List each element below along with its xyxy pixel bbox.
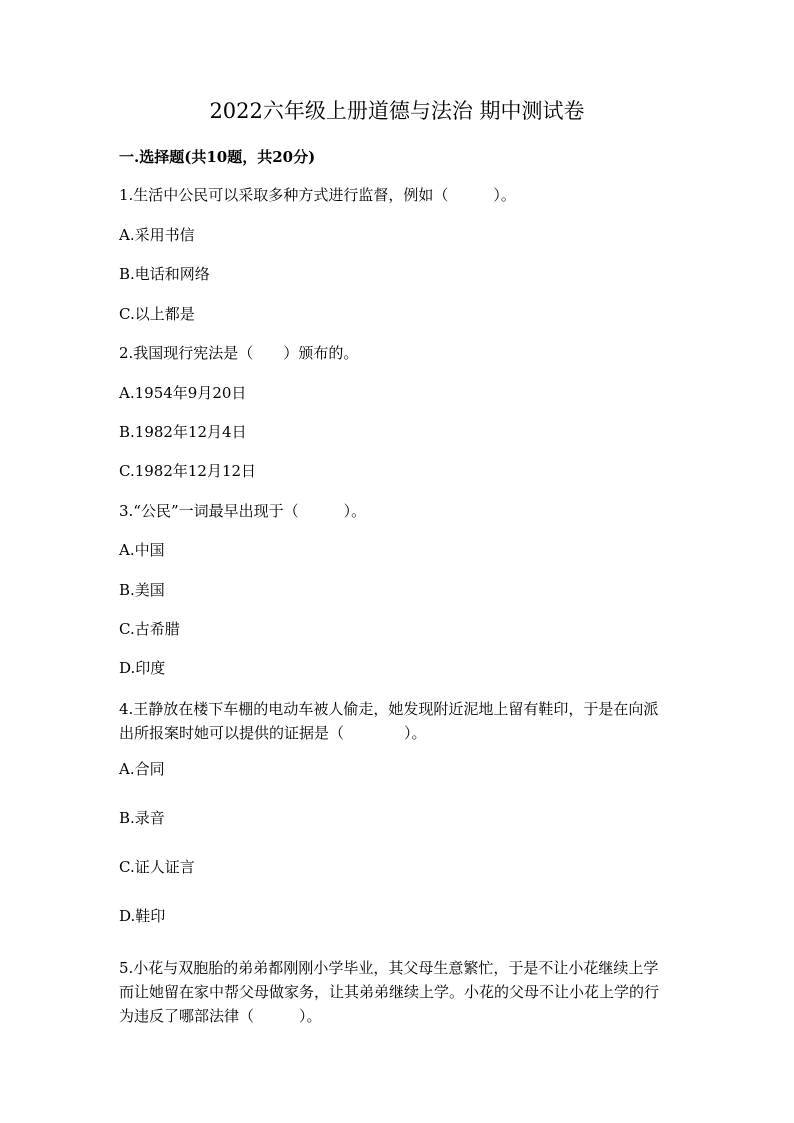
question-1-option-c: C.以上都是 xyxy=(119,305,195,323)
question-3-option-a: A.中国 xyxy=(119,541,165,559)
exam-title: 2022六年级上册道德与法治 期中测试卷 xyxy=(209,99,585,123)
question-4-option-a: A.合同 xyxy=(119,760,165,778)
question-3-option-b: B.美国 xyxy=(119,581,165,599)
question-3-option-d: D.印度 xyxy=(119,659,166,677)
question-3-option-c: C.古希腊 xyxy=(119,620,180,638)
question-1-stem: 1.生活中公民可以采取多种方式进行监督，例如（ ）。 xyxy=(119,186,516,204)
question-1-option-a: A.采用书信 xyxy=(119,226,195,244)
question-2-option-c: C.1982年12月12日 xyxy=(119,462,257,480)
question-2-stem: 2.我国现行宪法是（ ）颁布的。 xyxy=(119,344,359,362)
question-5-stem: 5.小花与双胞胎的弟弟都刚刚小学毕业，其父母生意繁忙，于是不让小花继续上学而让她留在家中帮父母做家务，让其弟弟继续上学。小花的父母不让小花上学的行为违反了哪部法律（ ）。 xyxy=(119,959,660,1025)
question-2-option-a: A.1954年9月20日 xyxy=(119,384,247,402)
section-heading: 一.选择题(共10题，共20分) xyxy=(119,148,316,166)
question-2-option-b: B.1982年12月4日 xyxy=(119,423,247,441)
question-3-stem: 3.“公民”一词最早出现于（ ）。 xyxy=(119,502,367,520)
question-1-option-b: B.电话和网络 xyxy=(119,265,210,283)
question-4-stem: 4.王静放在楼下车棚的电动车被人偷走，她发现附近泥地上留有鞋印，于是在向派出所报案时她可以提供的证据是（ ）。 xyxy=(119,700,659,742)
question-4-option-c: C.证人证言 xyxy=(119,858,195,876)
question-4-option-d: D.鞋印 xyxy=(119,907,166,925)
question-4-option-b: B.录音 xyxy=(119,809,165,827)
